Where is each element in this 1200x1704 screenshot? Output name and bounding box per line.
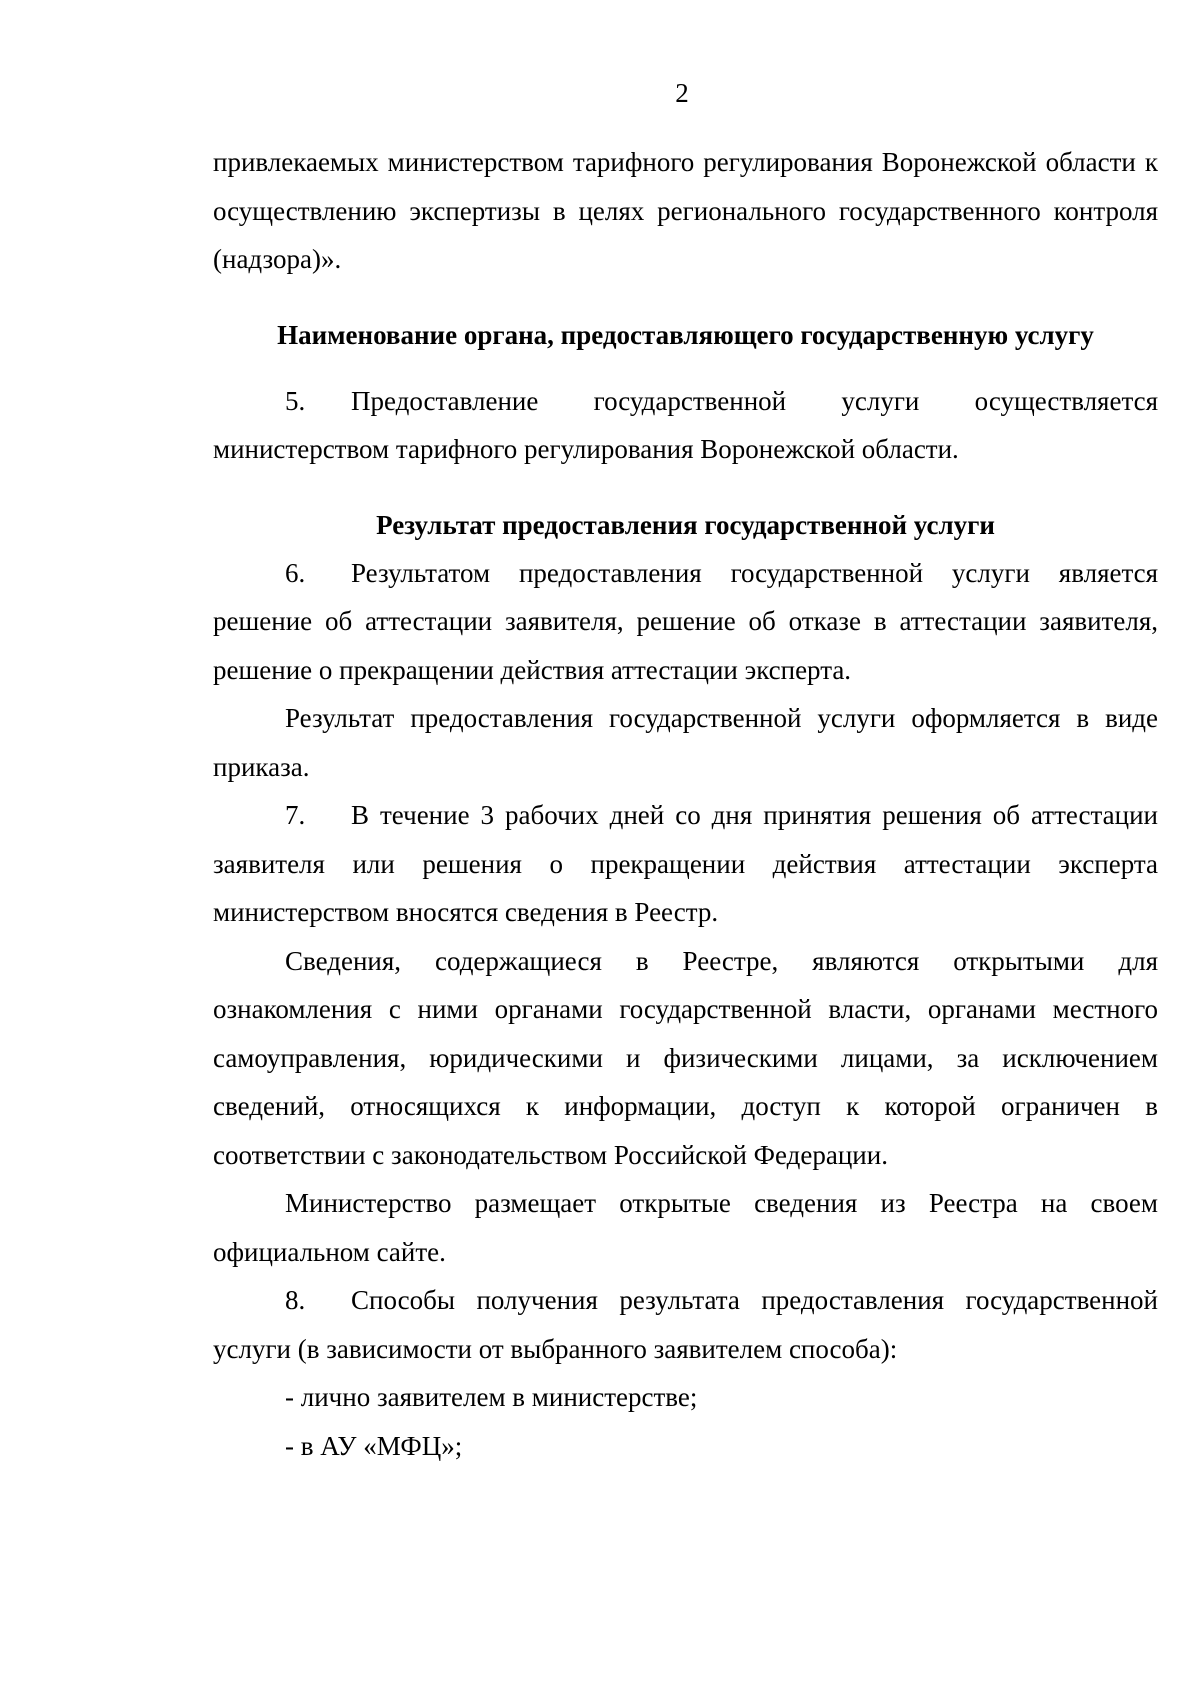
paragraph-continuation: привлекаемых министерством тарифного регулирования Воронежской области к осуществлению экспертизы в целях регионального государственного контроля (надзора)». [213, 147, 1158, 274]
paragraph-7-second: Сведения, содержащиеся в Реестре, являются открытыми для ознакомления с ними органами государственной власти, органами местного самоуправления, юридическими и физическими лицами, за исключением сведений, относящихся к информации, доступ к которой ограничен в соответствии с законодательством Российской Федерации. [213, 945, 1158, 1170]
list-item: - лично заявителем в министерстве; [285, 1382, 698, 1412]
paragraph-8-text: Способы получения результата предоставления государственной услуги (в зависимости от выбранного заявителем способа): [213, 1285, 1158, 1364]
list-item: - в АУ «МФЦ»; [285, 1430, 463, 1461]
paragraph-7 [213, 791, 1158, 937]
section-heading-result: Результат предоставления государственной услуги [376, 509, 995, 540]
paragraph-7-number: 7. [285, 800, 306, 830]
section-heading-authority: Наименование органа, предоставляющего государственную услугу [277, 319, 1094, 350]
paragraph-5 [213, 377, 1158, 474]
paragraph-6-second: Результат предоставления государственной услуги оформляется в виде приказа. [213, 703, 1158, 782]
paragraph-7-third: Министерство размещает открытые сведения из Реестра на своем официальном сайте. [213, 1188, 1158, 1267]
paragraph-5-number: 5. [285, 385, 306, 416]
paragraph-6-text: Результатом предоставления государственной услуги является решение об аттестации заявителя, решение об отказе в аттестации заявителя, решение о прекращении действия аттестации эксперта. [213, 557, 1158, 685]
paragraph-8-number: 8. [285, 1285, 306, 1315]
document-body [213, 138, 1158, 1470]
page-number: 2 [675, 78, 689, 108]
paragraph-5-text: Предоставление государственной услуги осуществляется министерством тарифного регулирования Воронежской области. [213, 385, 1158, 464]
paragraph-7-text: В течение 3 рабочих дней со дня принятия решения об аттестации заявителя или решения о прекращении действия аттестации эксперта министерством вносятся сведения в Реестр. [213, 800, 1158, 927]
paragraph-6 [213, 549, 1158, 695]
paragraph-8 [213, 1276, 1158, 1373]
paragraph-6-number: 6. [285, 557, 306, 588]
